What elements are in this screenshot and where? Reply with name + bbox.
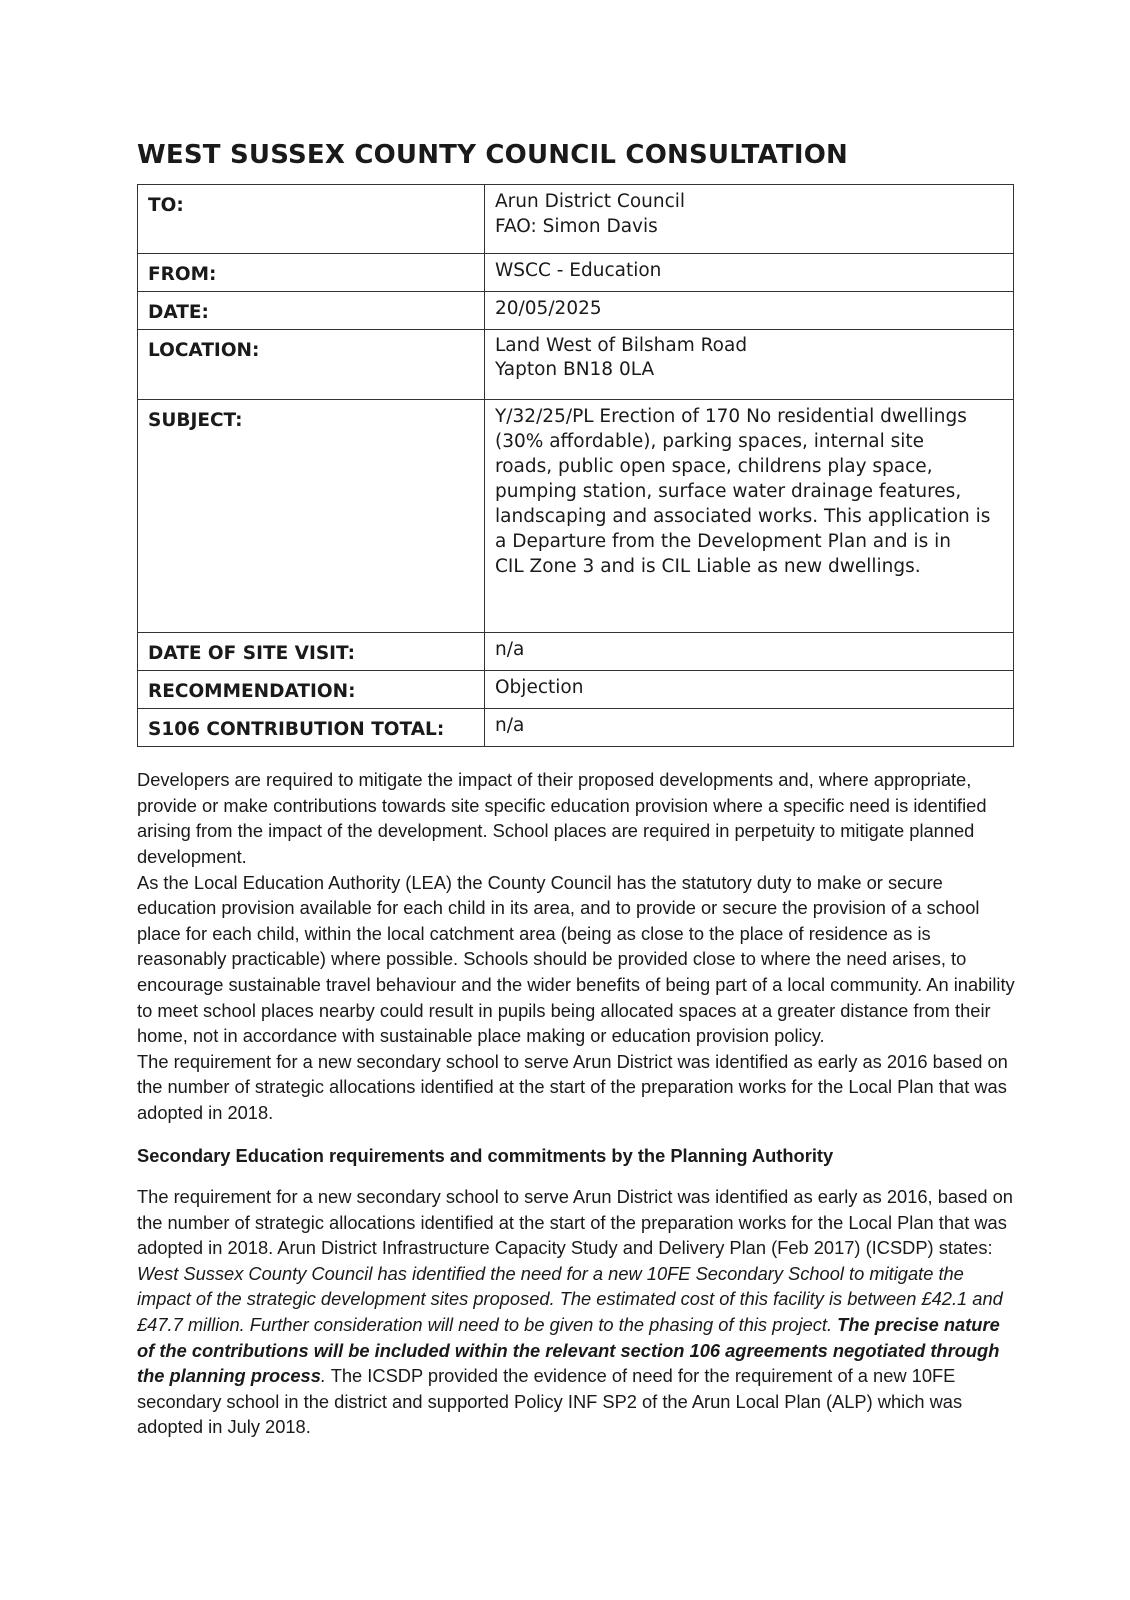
- table-row-site-visit: [138, 633, 1014, 671]
- paragraph-3: The requirement for a new secondary school to serve Arun District was identified as early as 2016 based on the number of strategic allocations identified at the start of the preparation works for the Local Plan that was adopted in 2018.: [137, 1050, 1008, 1123]
- subject-label: SUBJECT:: [138, 400, 485, 633]
- recommendation-label: RECOMMENDATION:: [138, 671, 485, 709]
- recommendation-value: Objection: [485, 671, 1014, 709]
- document-page: [137, 140, 1017, 1440]
- consultation-table: [137, 184, 1014, 747]
- subject-line: pumping station, surface water drainage features,: [495, 481, 962, 503]
- location-line-1: Land West of Bilsham Road: [495, 335, 748, 357]
- paragraph-4-quote-end: .: [320, 1365, 326, 1387]
- location-label: LOCATION:: [138, 330, 485, 400]
- s106-value: n/a: [485, 709, 1014, 747]
- table-row-location: [138, 330, 1014, 400]
- paragraph-4-start: The requirement for a new secondary school to serve Arun District was identified as early as 2016, based on the number of strategic allocations identified at the start of the preparation works for the Local Plan that was adopted in 2018. Arun District Infrastructure Capacity Study and Delivery Plan (Feb 2017) (ICSDP) states:: [137, 1186, 1013, 1259]
- section-heading: Secondary Education requirements and commitments by the Planning Authority: [137, 1144, 834, 1166]
- location-value: [485, 330, 1014, 400]
- table-row-s106: [138, 709, 1014, 747]
- to-line-2: FAO: Simon Davis: [495, 216, 658, 238]
- date-label: DATE:: [138, 292, 485, 330]
- to-label: TO:: [138, 185, 485, 254]
- subject-line: a Departure from the Development Plan and is in: [495, 531, 952, 553]
- paragraph-4-quote: West Sussex County Council has identified the need for a new 10FE Secondary School to mitigate the impact of the strategic development sites proposed. The estimated cost of this facility is between £42.1 and £47.7 million. Further consideration will need to be given to the phasing of this project.: [137, 1262, 1003, 1336]
- to-value: [485, 185, 1014, 254]
- table-row-from: [138, 254, 1014, 292]
- to-line-1: Arun District Council: [495, 191, 686, 213]
- subject-line: CIL Zone 3 and is CIL Liable as new dwellings.: [495, 556, 921, 578]
- table-row-subject: [138, 400, 1014, 633]
- s106-label: S106 CONTRIBUTION TOTAL:: [138, 709, 485, 747]
- subject-line: Y/32/25/PL Erection of 170 No residential dwellings: [495, 406, 967, 428]
- subject-line: (30% affordable), parking spaces, internal site: [495, 431, 925, 453]
- paragraph-1: Developers are required to mitigate the impact of their proposed developments and, where appropriate, provide or make contributions towards site specific education provision where a specific need is identified arising from the impact of the development. School places are required in perpetuity to mitigate planned development.: [137, 769, 987, 867]
- from-value: WSCC - Education: [485, 254, 1014, 292]
- site-visit-value: n/a: [485, 633, 1014, 671]
- from-label: FROM:: [138, 254, 485, 292]
- table-row-to: [138, 185, 1014, 254]
- paragraph-2: As the Local Education Authority (LEA) the County Council has the statutory duty to make or secure education provision available for each child in its area, and to provide or secure the provision of a school place for each child, within the local catchment area (being as close to the place of residence as is reasonably practicable) where possible. Schools should be provided close to where the need arises, to encourage sustainable travel behaviour and the wider benefits of being part of a local community. An inability to meet school places nearby could result in pupils being allocated spaces at a greater distance from their home, not in accordance with sustainable place making or education provision policy.: [137, 871, 1015, 1047]
- subject-line: landscaping and associated works. This application is: [495, 506, 991, 528]
- subject-line: roads, public open space, childrens play space,: [495, 456, 933, 478]
- paragraph-4-end: The ICSDP provided the evidence of need for the requirement of a new 10FE secondary school in the district and supported Policy INF SP2 of the Arun Local Plan (ALP) which was adopted in July 2018.: [137, 1365, 963, 1438]
- location-line-2: Yapton BN18 0LA: [495, 359, 655, 381]
- body-text: [137, 767, 1017, 1440]
- site-visit-label: DATE OF SITE VISIT:: [138, 633, 485, 671]
- subject-value: [485, 400, 1014, 633]
- paragraph-4: [137, 1184, 1017, 1440]
- table-row-date: [138, 292, 1014, 330]
- paragraph-4-quote-emphasis: The precise nature of the contributions will be included within the relevant section 106 agreements negotiated through the planning process: [137, 1314, 1000, 1387]
- document-title: WEST SUSSEX COUNTY COUNCIL CONSULTATION: [137, 140, 848, 170]
- table-row-recommendation: [138, 671, 1014, 709]
- date-value: 20/05/2025: [485, 292, 1014, 330]
